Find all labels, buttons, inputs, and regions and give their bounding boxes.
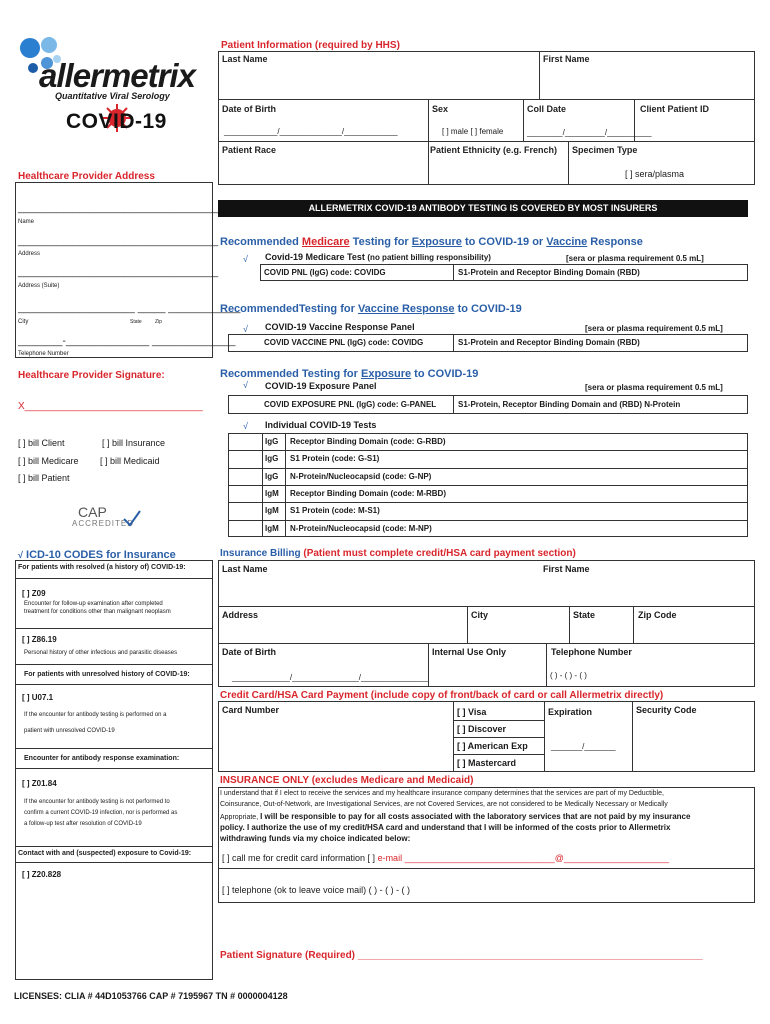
- bill-client-checkbox[interactable]: [ ] bill Client: [18, 438, 65, 448]
- icd-z01-desc-2: confirm a current COVID-19 infection, nor is performed as: [24, 810, 178, 816]
- exposure-section-title: [220, 368, 478, 380]
- individual-test-ig: IgG: [265, 454, 279, 463]
- individual-test-ig: IgM: [265, 506, 279, 515]
- exposure-title-post: to COVID-19: [411, 368, 479, 380]
- patient-info-title: Patient Information (required by HHS): [221, 40, 400, 51]
- dob-field[interactable]: ____________/______________/____________: [224, 127, 398, 136]
- medicare-title-exposure: Exposure: [411, 236, 462, 248]
- icd-unresolved-header: For patients with unresolved history of COVID-19:: [24, 671, 190, 678]
- first-name-field[interactable]: [540, 64, 754, 98]
- vaccine-panel-name: COVID-19 Vaccine Response Panel: [265, 322, 415, 332]
- provider-signature-title: Healthcare Provider Signature:: [18, 370, 165, 381]
- billing-dob-field[interactable]: _____________/_______________/_______________: [232, 673, 428, 682]
- individual-test-ig: IgM: [265, 489, 279, 498]
- card-expiration-label: Expiration: [548, 707, 593, 717]
- provider-state-label: State: [130, 319, 142, 325]
- provider-phone-line[interactable]: ________-_______________ _______________: [18, 336, 236, 347]
- icd-checkmark-icon[interactable]: √: [18, 550, 23, 560]
- provider-name-line[interactable]: ____________________________________: [18, 203, 219, 214]
- provider-zip-label: Zip: [155, 319, 162, 325]
- vaccine-title-pre: RecommendedTesting for: [220, 303, 358, 315]
- cap-text: CAP: [78, 504, 107, 520]
- card-security-label: Security Code: [636, 705, 697, 715]
- bill-patient-checkbox[interactable]: [ ] bill Patient: [18, 473, 70, 483]
- medicare-title-vaccine: Vaccine: [546, 236, 588, 248]
- icd-z86-desc: Personal history of other infectious and parasitic diseases: [24, 650, 178, 656]
- cap-checkmark-icon: [122, 508, 142, 528]
- medicare-requirement: [sera or plasma requirement 0.5 mL]: [566, 254, 704, 263]
- medicare-title-mid2: to COVID-19 or: [461, 236, 547, 248]
- vaccine-title-post: to COVID-19: [454, 303, 522, 315]
- individual-test-ig: IgG: [265, 437, 279, 446]
- medicare-code: COVID PNL (IgG) code: COVIDG: [264, 268, 386, 277]
- exposure-title-link: Exposure: [360, 368, 412, 380]
- patient-ethnicity-label: Patient Ethnicity (e.g. French): [430, 145, 558, 155]
- vaccine-checkmark-icon[interactable]: √: [243, 324, 248, 334]
- icd-response-header: Encounter for antibody response examination:: [24, 755, 180, 762]
- individual-test-name[interactable]: N-Protein/Nucleocapsid (code: G-NP): [290, 472, 432, 481]
- cap-logo: [70, 504, 150, 538]
- vaccine-description: S1-Protein and Receptor Binding Domain (RBD): [458, 338, 640, 347]
- individual-test-name[interactable]: S1 Protein (code: G-S1): [290, 454, 380, 463]
- insurance-only-title-a: INSURANCE ONLY: [220, 775, 312, 786]
- insurance-call-email[interactable]: [222, 853, 669, 863]
- billing-zip-label: Zip Code: [638, 610, 677, 620]
- individual-test-name[interactable]: N-Protein/Nucleocapsid (code: M-NP): [290, 524, 432, 533]
- icd-resolved-header: For patients with resolved (a history of) COVID-19:: [18, 564, 186, 571]
- icd-z09-desc-2: treatment for conditions other than malignant neoplasm: [24, 609, 171, 615]
- sex-label: Sex: [432, 104, 449, 114]
- medicare-test-name: [265, 252, 491, 262]
- insurance-billing-title: [220, 548, 576, 559]
- logo-brand-a: aller: [39, 57, 102, 94]
- card-number-label: Card Number: [222, 705, 280, 715]
- insurance-email-field[interactable]: e-mail ______________________________@_____________________: [377, 853, 669, 863]
- icd-z01-desc-3: a follow-up test after resolution of COVID-19: [24, 821, 142, 827]
- sex-options[interactable]: [ ] male [ ] female: [442, 127, 504, 136]
- coverage-banner: ALLERMETRIX COVID-19 ANTIBODY TESTING IS COVERED BY MOST INSURERS: [218, 200, 748, 217]
- provider-city-line[interactable]: _____________________ _____ _____________: [18, 303, 241, 314]
- provider-city-label: City: [18, 319, 29, 325]
- coll-date-field[interactable]: ________/_________/__________: [527, 128, 652, 137]
- billing-telephone-label: Telephone Number: [551, 647, 632, 657]
- first-name-label: First Name: [543, 54, 590, 64]
- medicare-section-title: [220, 236, 643, 248]
- exposure-code: COVID EXPOSURE PNL (IgG) code: G-PANEL: [264, 400, 437, 409]
- insurance-paragraph-3a: Appropriate,: [220, 814, 261, 821]
- icd-u07-checkbox[interactable]: [ ] U07.1: [22, 693, 54, 702]
- billing-state-label: State: [573, 610, 596, 620]
- covid-graphic: [64, 105, 167, 137]
- provider-suite-label: Address (Suite): [18, 283, 60, 289]
- insurance-call-option[interactable]: [ ] call me for credit card information [ ]: [222, 853, 378, 863]
- billing-phone-field[interactable]: ( ) - ( ) - ( ): [550, 671, 587, 680]
- logo-tagline: Quantitative Viral Serology: [55, 91, 170, 101]
- icd-z09-checkbox[interactable]: [ ] Z09: [22, 589, 46, 598]
- last-name-label: Last Name: [222, 54, 268, 64]
- provider-suite-line[interactable]: ____________________________________: [18, 267, 219, 278]
- covid-title: COVID-19: [66, 110, 167, 133]
- card-amex-checkbox[interactable]: [ ] American Exp: [457, 741, 528, 751]
- exposure-checkmark-icon[interactable]: √: [243, 380, 248, 390]
- client-patient-id-label: Client Patient ID: [640, 104, 710, 114]
- icd-z01-desc-1: If the encounter for antibody testing is not performed to: [24, 799, 170, 805]
- icd-box: [15, 560, 213, 980]
- individual-tests-title: Individual COVID-19 Tests: [265, 420, 377, 430]
- last-name-field[interactable]: [219, 64, 538, 98]
- medicare-title-post: Response: [587, 236, 643, 248]
- individual-test-ig: IgM: [265, 524, 279, 533]
- exposure-panel-name: COVID-19 Exposure Panel: [265, 381, 377, 391]
- vaccine-code: COVID VACCINE PNL (IgG) code: COVIDG: [264, 338, 424, 347]
- card-expiration-field[interactable]: _______/_______: [551, 742, 616, 751]
- vaccine-title-link: Vaccine Response: [357, 303, 455, 315]
- provider-address-label: Address: [18, 251, 41, 257]
- card-payment-title: [220, 690, 663, 701]
- insurance-paragraph-5: withdrawing funds via my choice indicated below:: [220, 834, 411, 843]
- medicare-title-medicare: Medicare: [301, 236, 350, 248]
- insurance-billing-title-b: (Patient must complete credit/HSA card payment section): [303, 548, 576, 559]
- card-visa-checkbox[interactable]: [ ] Visa: [457, 707, 487, 717]
- icd-z09-desc-1: Encounter for follow-up examination after completed: [24, 601, 163, 607]
- billing-last-name-label: Last Name: [222, 564, 268, 574]
- provider-address-title: Healthcare Provider Address: [18, 171, 155, 182]
- icd-title-text: ICD-10 CODES for Insurance: [26, 549, 176, 561]
- exposure-description: S1-Protein, Receptor Binding Domain and (RBD) N-Protein: [458, 400, 681, 409]
- bill-insurance-checkbox[interactable]: [ ] bill Insurance: [102, 438, 166, 448]
- vaccine-section-title: [220, 303, 522, 315]
- icd-z86-checkbox[interactable]: [ ] Z86.19: [22, 635, 57, 644]
- billing-first-name-label: First Name: [543, 564, 590, 574]
- insurance-telephone-option[interactable]: [ ] telephone (ok to leave voice mail) ( ) - ( ) - ( ): [222, 885, 411, 895]
- cap-accredited-text: ACCREDITED: [72, 519, 135, 528]
- medicare-test-note: (no patient billing responsibility): [367, 253, 491, 262]
- insurance-paragraph-3b: I will be responsible to pay for all costs associated with the laboratory services that are not paid by my insurance: [260, 812, 691, 821]
- icd-u07-desc-2: patient with unresolved COVID-19: [24, 728, 115, 734]
- exposure-requirement: [sera or plasma requirement 0.5 mL]: [585, 383, 723, 392]
- insurance-paragraph-2: Coinsurance, Out-of-Network, are Investigational Services, are not Covered Services, are not considered to be Medically Necessary or Medically: [220, 801, 668, 808]
- patient-signature-line[interactable]: Patient Signature (Required) ______________________________________________________________: [220, 950, 703, 961]
- card-payment-title-b: (include copy of front/back of card or call Allermetrix directly): [370, 690, 664, 701]
- vaccine-requirement: [sera or plasma requirement 0.5 mL]: [585, 324, 723, 333]
- logo-brand-b: metrix: [101, 57, 195, 94]
- licenses: LICENSES: CLIA # 44D1053766 CAP # 7195967 TN # 0000004128: [14, 991, 288, 1001]
- bill-medicaid-checkbox[interactable]: [ ] bill Medicaid: [100, 456, 160, 466]
- icd-z01-checkbox[interactable]: [ ] Z01.84: [22, 779, 57, 788]
- individual-test-name[interactable]: Receptor Binding Domain (code: G-RBD): [290, 437, 446, 446]
- billing-internal-label: Internal Use Only: [432, 647, 507, 657]
- provider-telephone-label: Telephone Number: [18, 351, 69, 357]
- dob-label: Date of Birth: [222, 104, 276, 114]
- card-discover-checkbox[interactable]: [ ] Discover: [457, 724, 507, 734]
- card-payment-title-a: Credit Card/HSA Card Payment: [220, 690, 371, 701]
- provider-address-line[interactable]: ____________________________________: [18, 236, 219, 247]
- medicare-title-mid1: Testing for: [349, 236, 412, 248]
- insurance-paragraph-4: policy. I authorize the use of my credit/HSA card and understand that I will be informed of the costs prior to Allermetrix: [220, 823, 671, 832]
- insurance-only-title-b: (excludes Medicare and Medicaid): [311, 775, 474, 786]
- card-mastercard-checkbox[interactable]: [ ] Mastercard: [457, 758, 517, 768]
- individual-test-name[interactable]: Receptor Binding Domain (code: M-RBD): [290, 489, 446, 498]
- medicare-title-pre: Recommended: [220, 236, 302, 248]
- insurance-paragraph-1: I understand that if I elect to receive the services and my healthcare insurance company determines that the services are part of my Deductible,: [220, 790, 664, 797]
- patient-race-label: Patient Race: [222, 145, 277, 155]
- coll-date-label: Coll Date: [527, 104, 567, 114]
- specimen-option[interactable]: [ ] sera/plasma: [625, 169, 685, 179]
- insurance-only-title: [220, 775, 473, 786]
- insurance-paragraph-3: [220, 812, 690, 821]
- icd-u07-desc-1: If the encounter for antibody testing is performed on a: [24, 712, 167, 718]
- individual-checkmark-icon[interactable]: √: [243, 421, 248, 431]
- billing-address-label: Address: [222, 610, 259, 620]
- medicare-test-label: Covid-19 Medicare Test: [265, 252, 365, 262]
- medicare-description: S1-Protein and Receptor Binding Domain (RBD): [458, 268, 640, 277]
- billing-dob-label: Date of Birth: [222, 647, 276, 657]
- provider-signature-line[interactable]: X________________________________: [18, 401, 203, 412]
- billing-name-field[interactable]: [219, 576, 754, 605]
- provider-name-label: Name: [18, 219, 35, 225]
- specimen-type-label: Specimen Type: [572, 145, 638, 155]
- billing-city-label: City: [471, 610, 489, 620]
- exposure-title-pre: Recommended Testing for: [220, 368, 361, 380]
- medicare-checkmark-icon[interactable]: √: [243, 254, 248, 264]
- individual-test-name[interactable]: S1 Protein (code: M-S1): [290, 506, 380, 515]
- icd-z20-checkbox[interactable]: [ ] Z20.828: [22, 870, 62, 879]
- bill-medicare-checkbox[interactable]: [ ] bill Medicare: [18, 456, 79, 466]
- icd-contact-header: Contact with and (suspected) exposure to Covid-19:: [18, 850, 192, 857]
- insurance-billing-title-a: Insurance Billing: [220, 548, 304, 559]
- individual-test-ig: IgG: [265, 472, 279, 481]
